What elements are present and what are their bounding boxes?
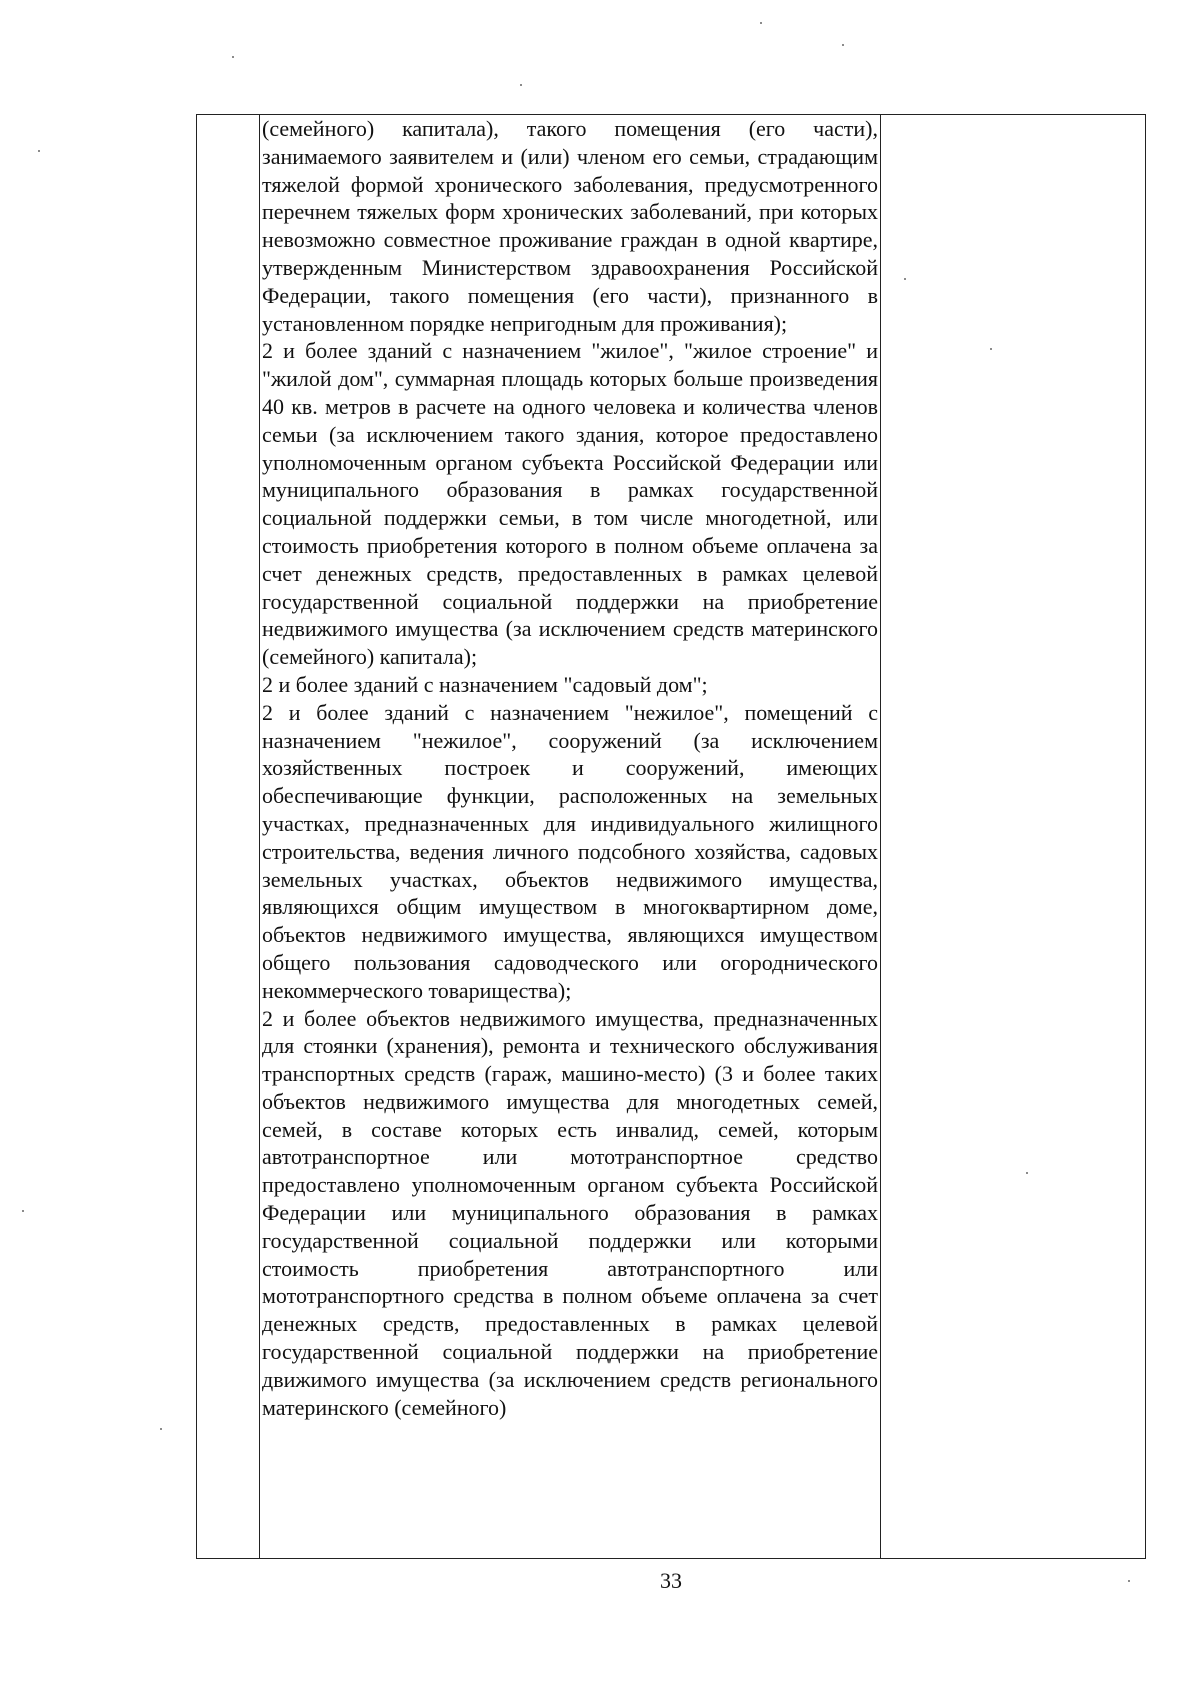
scan-speck bbox=[520, 84, 522, 86]
table-row bbox=[197, 115, 1146, 1559]
scan-speck bbox=[38, 150, 40, 152]
page-number: 33 bbox=[660, 1568, 682, 1593]
note-cell bbox=[881, 115, 1146, 1559]
scan-speck bbox=[842, 44, 844, 46]
paragraph-2: 2 и более зданий с назначением "жилое", "жилое строение" и "жилой дом", суммарная площадь которых больше произведения 40 кв. метров в расчете на одного человека и количества членов семьи (за исключением такого здания, которое предоставлено уполномоченным органом субъекта Российской Федерации или муниципального образования в рамках государственной социальной поддержки семьи, в том числе многодетной, или стоимость приобретения которого в полном объеме оплачена за счет денежных средств, предоставленных в рамках целевой государственной социальной поддержки на приобретение недвижимого имущества (за исключением средств материнского (семейного) капитала); bbox=[262, 338, 878, 670]
scan-speck bbox=[22, 1210, 24, 1212]
text-cell bbox=[260, 115, 881, 1559]
scan-speck bbox=[1026, 1172, 1028, 1174]
scan-speck bbox=[232, 56, 234, 58]
scan-speck bbox=[1128, 1580, 1130, 1582]
scan-speck bbox=[904, 278, 906, 280]
scan-speck bbox=[990, 348, 992, 350]
paragraph-5: 2 и более объектов недвижимого имущества, предназначенных для стоянки (хранения), ремонта и технического обслуживания транспортных средств (гараж, машино-место) (3 и более таких объектов недвижимого имущества для многодетных семей, семей, в составе которых есть инвалид, семей, которым автотранспортное или мототранспортное средство предоставлено уполномоченным органом субъекта Российской Федерации или муниципального образования в рамках государственной социальной поддержки или которыми стоимость приобретения автотранспортного или мототранспортного средства в полном объеме оплачена за счет денежных средств, предоставленных в рамках целевой государственной социальной поддержки на приобретение движимого имущества (за исключением средств регионального материнского (семейного) bbox=[262, 1005, 878, 1420]
paragraph-4: 2 и более зданий с назначением "нежилое", помещений с назначением "нежилое", сооружений (за исключением хозяйственных построек и сооружений, имеющих обеспечивающие функции, расположенных на земельных участках, предназначенных для индивидуального жилищного строительства, ведения личного подсобного хозяйства, садовых земельных участках, объектов недвижимого имущества, являющихся общим имуществом в многоквартирном доме, объектов недвижимого имущества, являющихся имуществом общего пользования садоводческого или огороднического некоммерческого товарищества); bbox=[262, 699, 878, 1003]
text-cell-content bbox=[260, 115, 880, 1558]
paragraph-1: (семейного) капитала), такого помещения (его части), занимаемого заявителем и (или) членом его семьи, страдающим тяжелой формой хронического заболевания, предусмотренного перечнем тяжелых форм хронических заболеваний, при которых невозможно совместное проживание граждан в одной квартире, утвержденным Министерством здравоохранения Российской Федерации, такого помещения (его части), признанного в установленном порядке непригодным для проживания); bbox=[262, 116, 878, 336]
content-table bbox=[196, 114, 1146, 1559]
scan-speck bbox=[760, 22, 762, 24]
paragraph-3: 2 и более зданий с назначением "садовый дом"; bbox=[262, 671, 708, 697]
number-cell bbox=[197, 115, 260, 1559]
scan-speck bbox=[160, 1428, 162, 1430]
